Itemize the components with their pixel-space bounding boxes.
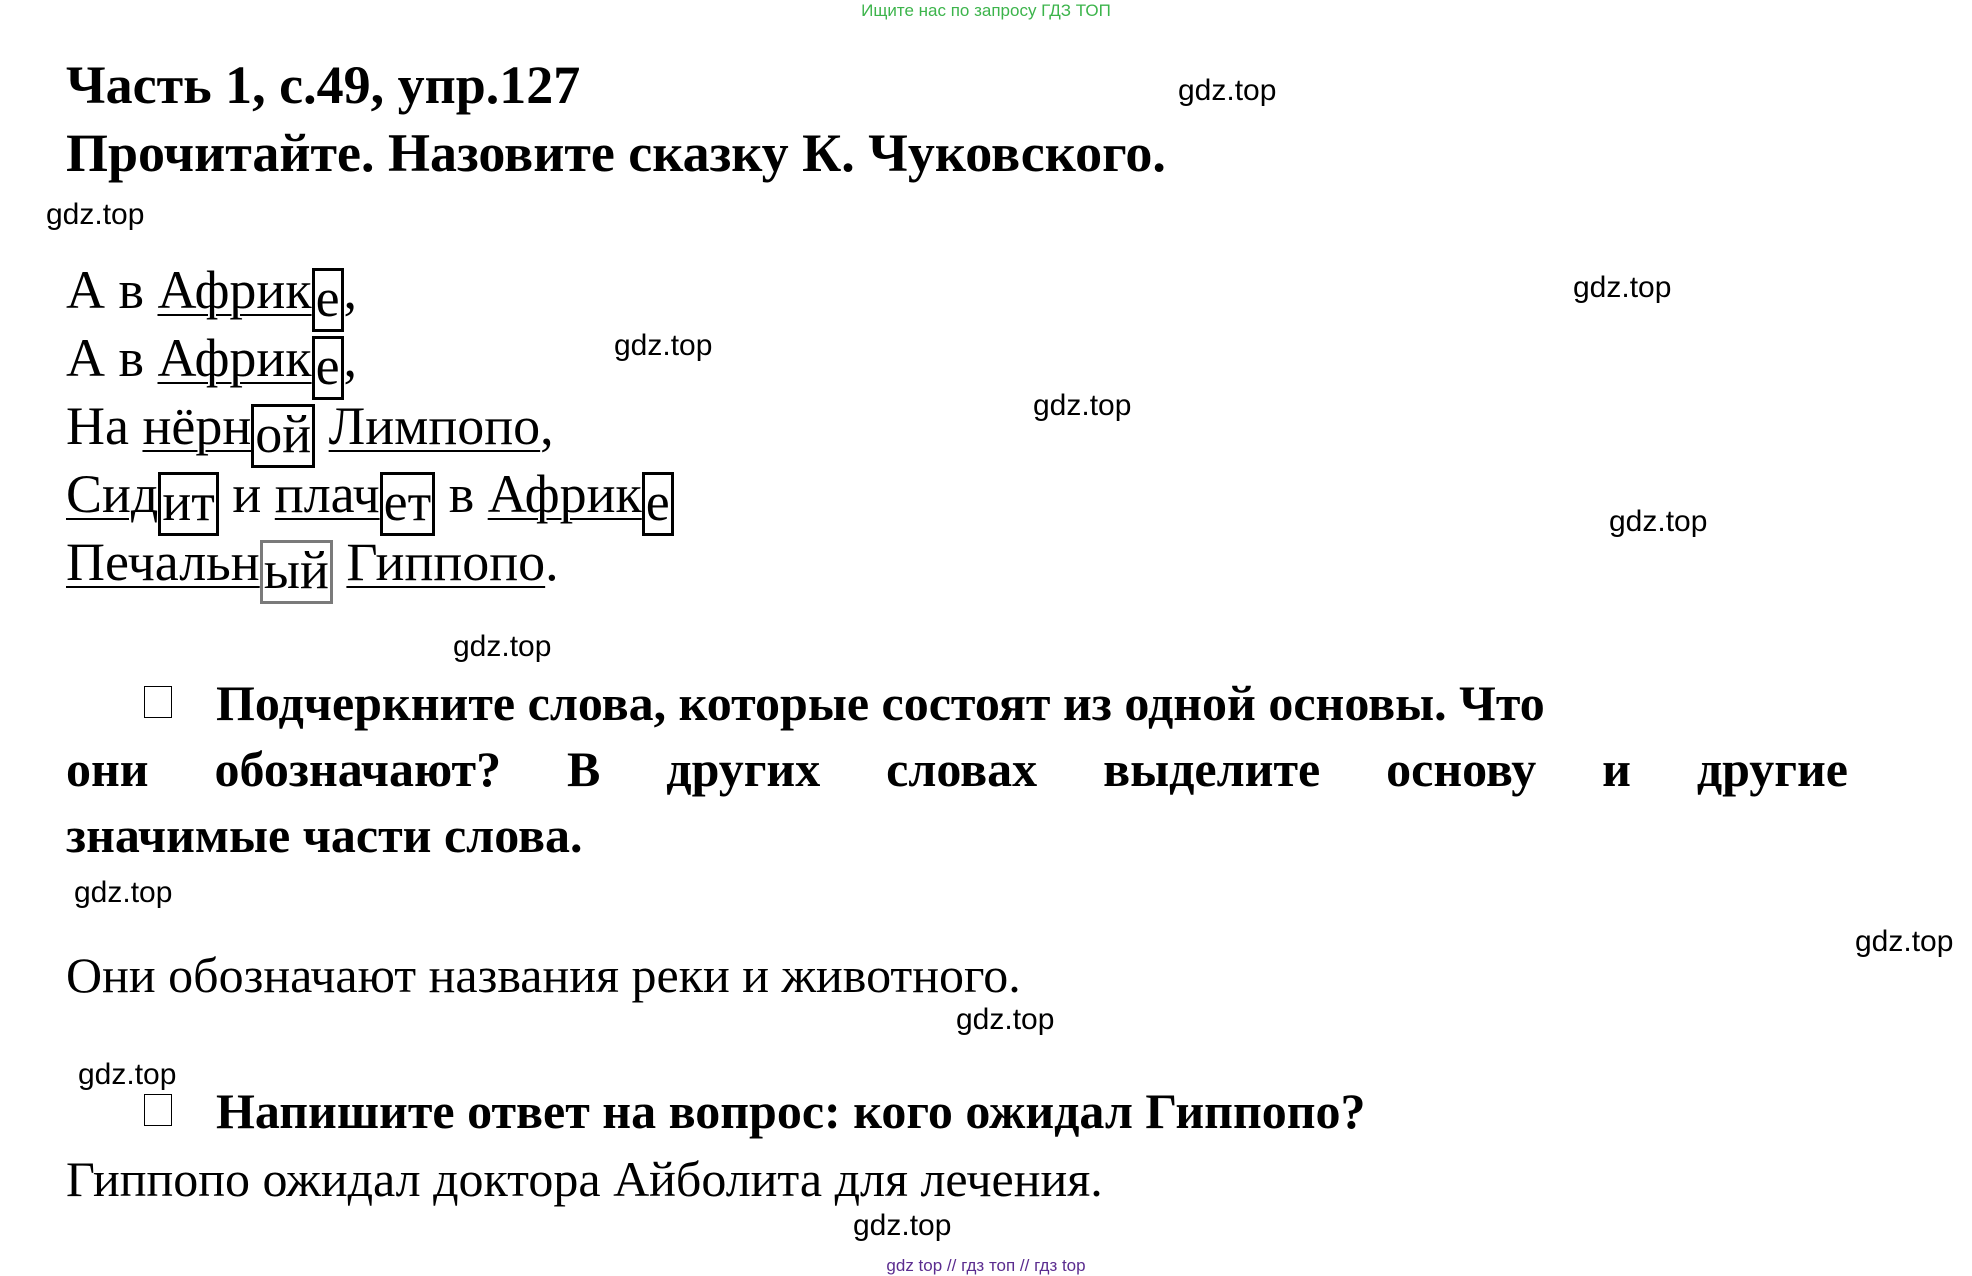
- watermark: gdz.top: [956, 1003, 1055, 1036]
- punctuation: ,: [343, 328, 358, 388]
- watermark: gdz.top: [78, 1058, 177, 1091]
- watermark: gdz.top: [853, 1209, 952, 1242]
- ending-box: ит: [158, 472, 219, 536]
- task-2: [144, 1078, 1366, 1144]
- poem-text: в: [435, 464, 488, 524]
- single-stem-word: Лимпопо: [328, 396, 541, 456]
- exercise-instruction: Прочитайте. Назовите сказку К. Чуковского.: [66, 123, 1166, 183]
- watermark: gdz.top: [1178, 74, 1277, 107]
- task-1-line-2: они обозначают? В других словах выделите основу и другие: [66, 741, 1848, 797]
- ending-box: ой: [251, 404, 315, 468]
- footer-links[interactable]: gdz top // гдз топ // гдз top: [886, 1256, 1086, 1275]
- watermark: gdz.top: [453, 630, 552, 663]
- poem-line-4: [66, 461, 674, 536]
- word-stem: Печальн: [66, 532, 260, 592]
- watermark: gdz.top: [1033, 389, 1132, 422]
- word-stem: Африк: [487, 464, 642, 524]
- poem-line-2: [66, 325, 357, 400]
- task-1-line-1: [144, 670, 1545, 736]
- word-stem: Африк: [157, 328, 312, 388]
- task-1-line-3: значимые части слова.: [66, 807, 583, 863]
- checkbox-icon: [144, 1094, 172, 1126]
- top-banner[interactable]: Ищите нас по запросу ГДЗ ТОП: [861, 1, 1111, 20]
- watermark: gdz.top: [614, 329, 713, 362]
- watermark: gdz.top: [1609, 505, 1708, 538]
- exercise-reference: Часть 1, с.49, упр.127: [66, 55, 581, 115]
- ending-box: е: [312, 336, 344, 400]
- task-1-text: Подчеркните слова, которые состоят из одной основы. Что: [216, 675, 1545, 731]
- space: [315, 396, 329, 456]
- ending-box: е: [312, 268, 344, 332]
- word-stem: плач: [274, 464, 380, 524]
- word-stem: Сид: [66, 464, 159, 524]
- ending-box: е: [642, 472, 674, 536]
- task-2-text: Напишите ответ на вопрос: кого ожидал Гиппопо?: [216, 1083, 1366, 1139]
- watermark: gdz.top: [1573, 271, 1672, 304]
- word-stem: нёрн: [142, 396, 252, 456]
- watermark: gdz.top: [46, 198, 145, 231]
- punctuation: .: [545, 532, 559, 592]
- answer-2: Гиппопо ожидал доктора Айболита для лечения.: [66, 1151, 1103, 1207]
- space: [333, 532, 347, 592]
- word-stem: Африк: [157, 260, 312, 320]
- checkbox-icon: [144, 686, 172, 718]
- poem-line-3: [66, 393, 554, 468]
- poem-text: А в: [66, 328, 158, 388]
- punctuation: ,: [540, 396, 554, 456]
- ending-box: ет: [380, 472, 436, 536]
- poem-text: А в: [66, 260, 158, 320]
- single-stem-word: Гиппопо: [346, 532, 546, 592]
- answer-1: Они обозначают названия реки и животного.: [66, 947, 1021, 1003]
- watermark: gdz.top: [1855, 925, 1954, 958]
- poem-line-1: [66, 257, 357, 332]
- watermark: gdz.top: [74, 876, 173, 909]
- poem-line-5: [66, 529, 559, 604]
- poem-text: На: [66, 396, 143, 456]
- punctuation: ,: [343, 260, 358, 320]
- poem-text: и: [218, 464, 275, 524]
- ending-box: ый: [260, 540, 333, 604]
